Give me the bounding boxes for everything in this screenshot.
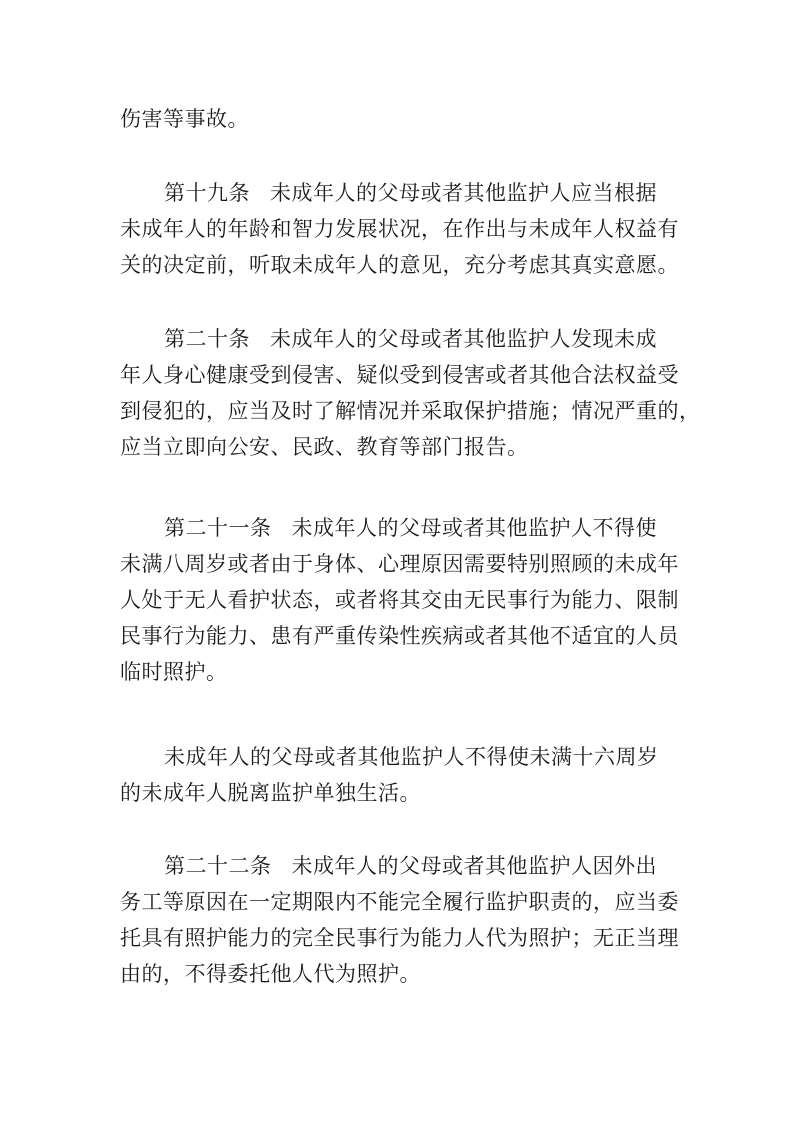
article-number: 第二十条: [164, 327, 250, 351]
text-line: 托具有照护能力的完全民事行为能力人代为照护；无正当理: [120, 926, 679, 950]
text-line: 由的，不得委托他人代为照护。: [120, 962, 421, 986]
article-21-paragraph-2: [120, 739, 680, 811]
article-20: [120, 321, 701, 465]
article-19: [120, 175, 680, 283]
text-line: 未满八周岁或者由于身体、心理原因需要特别照顾的未成年: [120, 552, 679, 576]
text-line: 年人身心健康受到侵害、疑似受到侵害或者其他合法权益受: [120, 363, 679, 387]
paragraph-continuation: [120, 101, 680, 137]
text-line: 关的决定前，听取未成年人的意见，充分考虑其真实意愿。: [120, 253, 679, 277]
text-line: 人处于无人看护状态，或者将其交由无民事行为能力、限制: [120, 588, 679, 612]
article-22: [120, 848, 680, 992]
text-line: 民事行为能力、患有严重传染性疾病或者其他不适宜的人员: [120, 624, 679, 648]
text-line: 未成年人的年龄和智力发展状况，在作出与未成年人权益有: [120, 217, 679, 241]
text-line: 临时照护。: [120, 660, 228, 684]
article-number: 第二十一条: [164, 516, 272, 540]
article-number: 第二十二条: [164, 854, 272, 878]
article-text: 未成年人的父母或者其他监护人发现未成: [270, 327, 657, 351]
article-text: 未成年人的父母或者其他监护人应当根据: [270, 181, 657, 205]
text-line: [120, 510, 680, 546]
text-line: 到侵犯的，应当及时了解情况并采取保护措施；情况严重的，: [120, 399, 701, 423]
text-line: [120, 175, 680, 211]
article-text: 未成年人的父母或者其他监护人不得使: [291, 516, 657, 540]
text-line: 应当立即向公安、民政、教育等部门报告。: [120, 435, 529, 459]
text-line: 务工等原因在一定期限内不能完全履行监护职责的，应当委: [120, 890, 679, 914]
article-text: 未成年人的父母或者其他监护人因外出: [291, 854, 657, 878]
article-21: [120, 510, 680, 690]
text-line: 伤害等事故。: [120, 107, 249, 131]
text-line: [120, 848, 680, 884]
text-line: [120, 321, 680, 357]
article-number: 第十九条: [164, 181, 250, 205]
text-line: 的未成年人脱离监护单独生活。: [120, 781, 421, 805]
text-line: 未成年人的父母或者其他监护人不得使未满十六周岁: [164, 745, 659, 769]
